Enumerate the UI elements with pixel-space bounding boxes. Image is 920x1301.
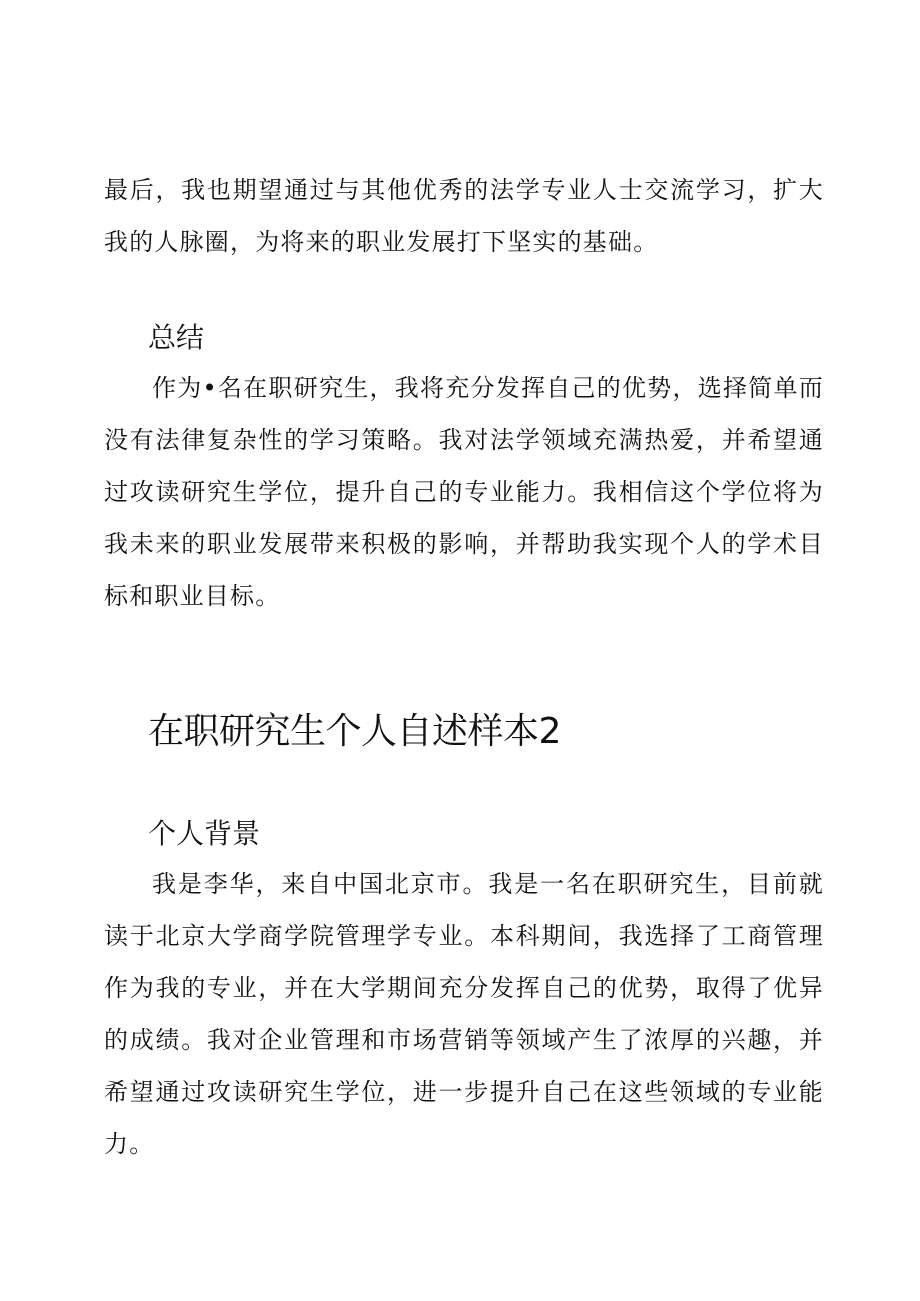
intro-paragraph: 最后，我也期望通过与其他优秀的法学专业人士交流学习，扩大我的人脉圈，为将来的职业发展打下坚实的基础。 <box>104 176 824 256</box>
background-heading: 个人背景 <box>148 817 261 850</box>
summary-heading: 总结 <box>148 321 205 354</box>
sample-title: 在职研究生个人自述样本2 <box>148 711 561 752</box>
background-paragraph: 我是李华，来自中国北京市。我是一名在职研究生，目前就读于北京大学商学院管理学专业。本科期间，我选择了工商管理作为我的专业，并在大学期间充分发挥自己的优势，取得了优异的成绩。我对企业管理和市场营销等领域产生了浓厚的兴趣，并希望通过攻读研究生学位，进一步提升自己在这些领域的专业能力。 <box>104 870 824 1158</box>
summary-paragraph: 作为•名在职研究生，我将充分发挥自己的优势，选择简单而没有法律复杂性的学习策略。我对法学领域充满热爱，并希望通过攻读研究生学位，提升自己的专业能力。我相信这个学位将为我未来的职业发展带来积极的影响，并帮助我实现个人的学术目标和职业目标。 <box>104 374 824 610</box>
